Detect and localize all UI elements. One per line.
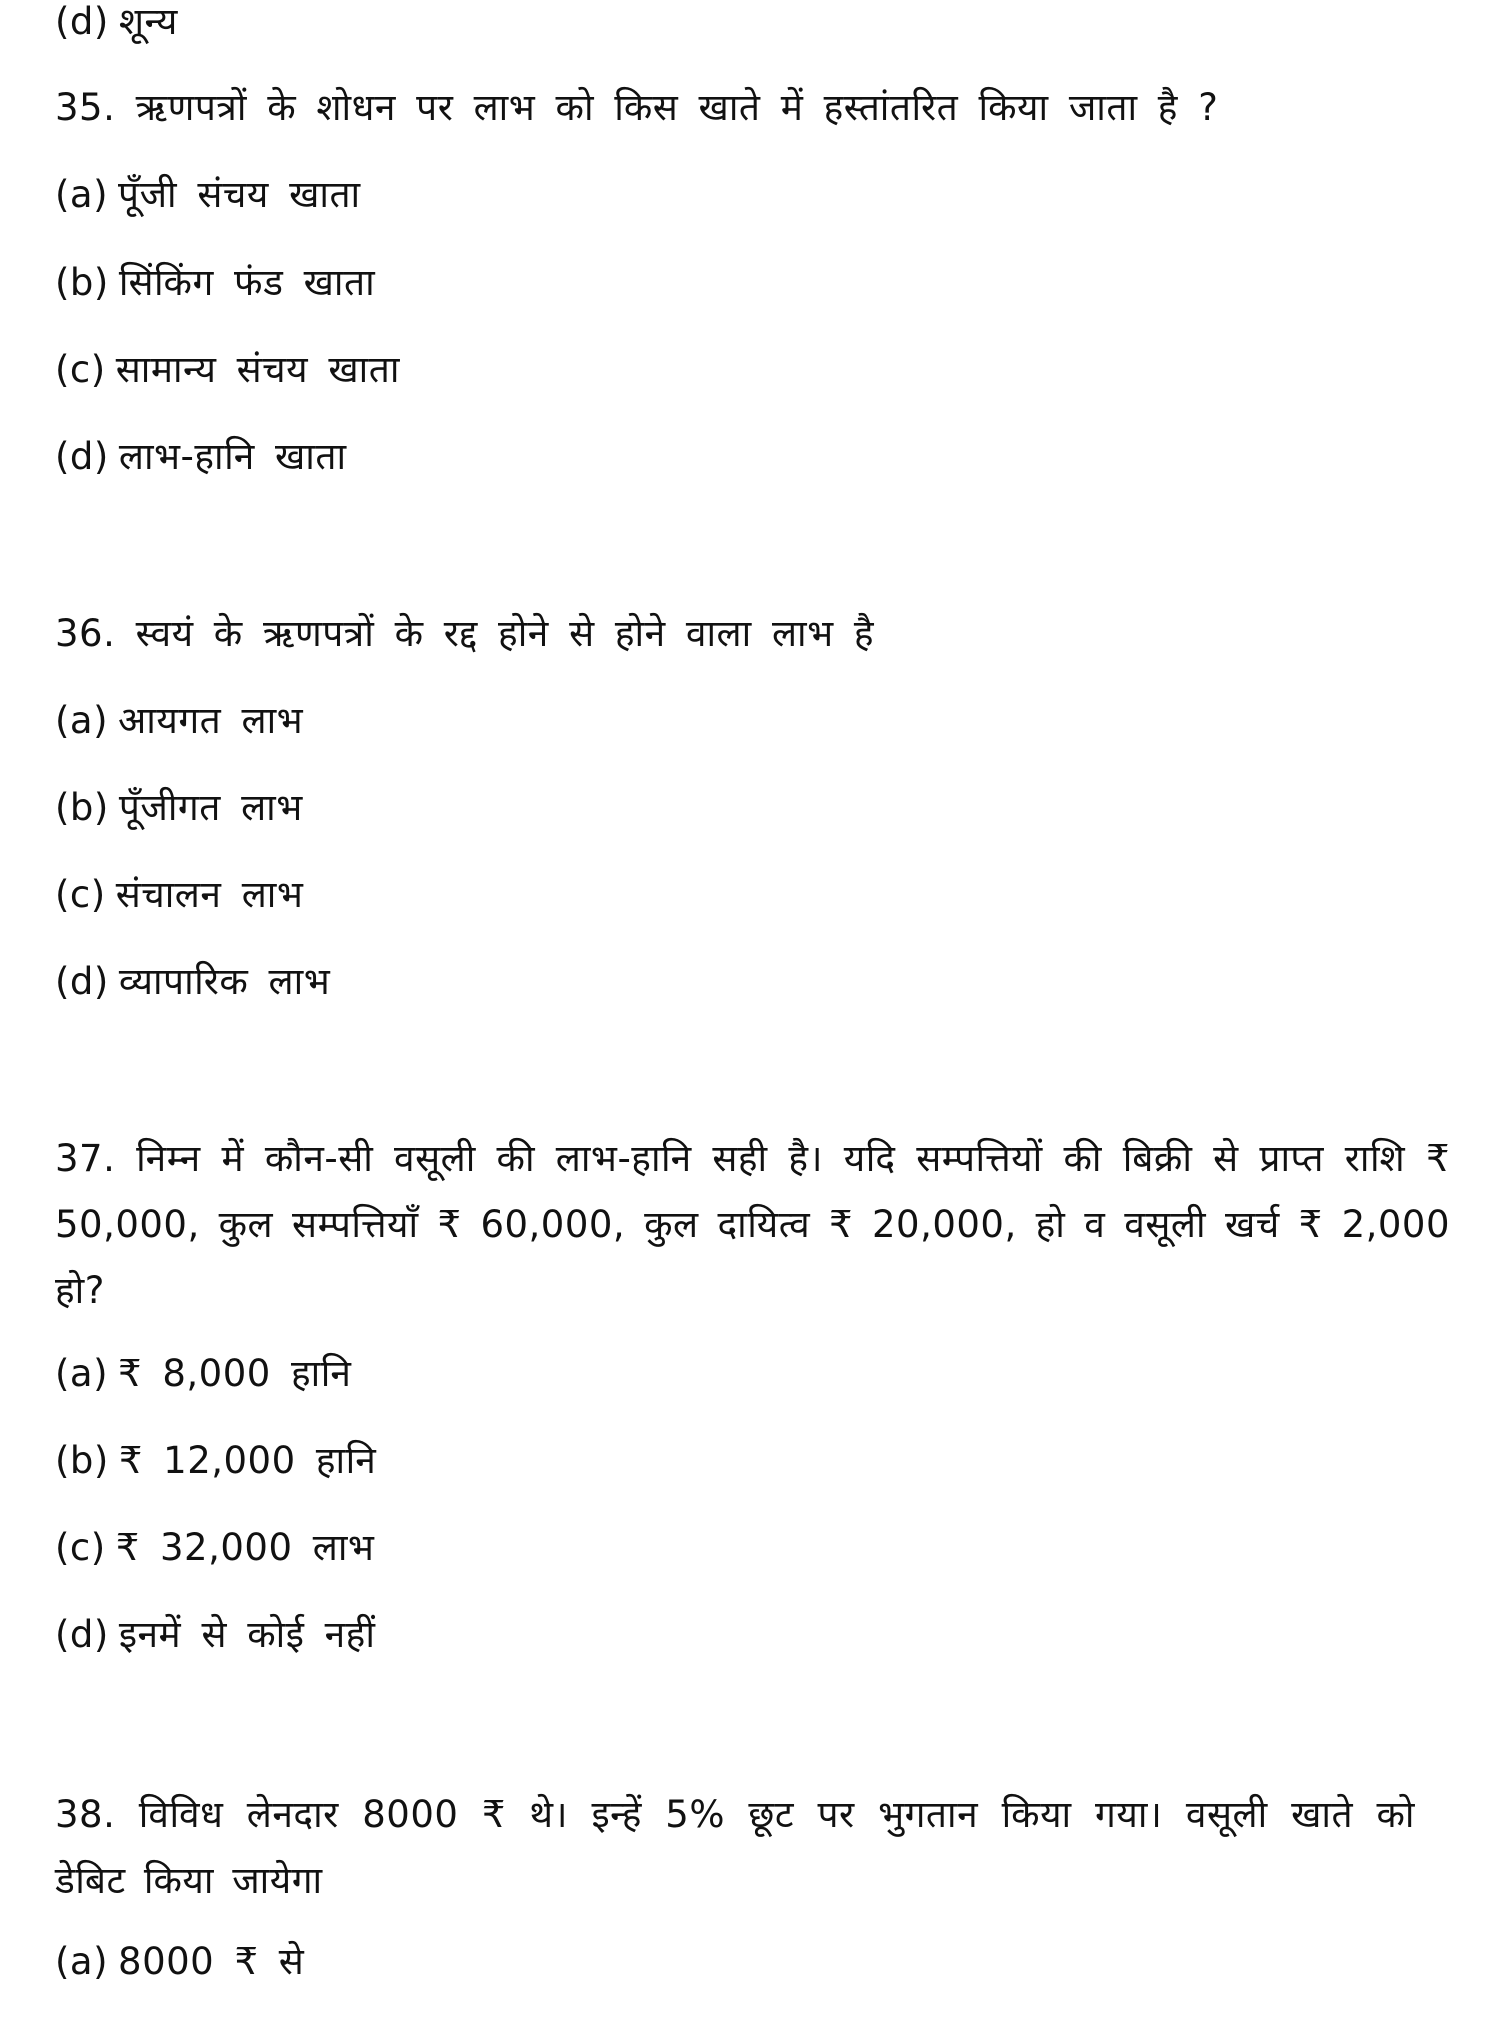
option-label: (a) [55, 173, 109, 216]
option-label: (d) [55, 0, 109, 43]
question-text: ऋणपत्रों के शोधन पर लाभ को किस खाते में हस्तांतरित किया जाता है ? [135, 86, 1219, 129]
option-label: (d) [55, 435, 109, 478]
option-text: व्यापारिक लाभ [118, 960, 331, 1003]
option-text: संचालन लाभ [115, 873, 304, 916]
option-text: 8000 ₹ से [118, 1940, 305, 1983]
q36-option-a [55, 699, 303, 743]
option-text: लाभ-हानि खाता [118, 435, 347, 478]
question-37 [55, 1126, 1450, 1324]
option-label: (c) [55, 1526, 106, 1569]
option-text: ₹ 12,000 हानि [118, 1439, 377, 1482]
question-text: निम्न में कौन-सी वसूली की लाभ-हानि सही है। यदि सम्पत्तियों की बिक्री से प्राप्त राशि ₹ 50,000, कुल सम्पत्तियाँ ₹ 60,000, कुल दायित्व ₹ 20,000, हो व वसूली खर्च ₹ 2,000 हो? [55, 1137, 1451, 1312]
question-36 [55, 612, 874, 656]
option-label: (d) [55, 1613, 109, 1656]
option-label: (b) [55, 1439, 109, 1482]
option-label: (d) [55, 960, 109, 1003]
option-label: (a) [55, 1352, 109, 1395]
q36-option-b [55, 786, 303, 830]
option-label: (a) [55, 1940, 109, 1983]
option-label: (c) [55, 873, 106, 916]
q35-option-d [55, 435, 347, 479]
q37-option-b [55, 1439, 376, 1483]
option-text: आयगत लाभ [118, 699, 304, 742]
option-text: पूँजीगत लाभ [118, 786, 303, 829]
question-number: 37. [55, 1137, 116, 1180]
option-label: (b) [55, 786, 109, 829]
option-text: पूँजी संचय खाता [118, 173, 361, 216]
option-text: इनमें से कोई नहीं [118, 1613, 376, 1656]
option-label: (b) [55, 261, 109, 304]
question-number: 38. [55, 1793, 116, 1836]
option-text: सामान्य संचय खाता [115, 348, 400, 391]
option-label: (c) [55, 348, 106, 391]
q37-option-c [55, 1526, 374, 1570]
q37-option-a [55, 1352, 351, 1396]
option-text: ₹ 8,000 हानि [118, 1352, 352, 1395]
q35-option-a [55, 173, 361, 217]
question-text: स्वयं के ऋणपत्रों के रद्द होने से होने वाला लाभ है [135, 612, 875, 655]
q35-option-c [55, 348, 400, 392]
q36-option-c [55, 873, 303, 917]
option-label: (a) [55, 699, 109, 742]
question-number: 35. [55, 86, 116, 129]
q37-option-d [55, 1613, 375, 1657]
question-number: 36. [55, 612, 116, 655]
option-text: ₹ 32,000 लाभ [115, 1526, 375, 1569]
option-d-previous-question [55, 0, 178, 44]
q38-option-a [55, 1940, 304, 1984]
question-35 [55, 86, 1218, 130]
option-text: सिंकिंग फंड खाता [118, 261, 376, 304]
question-38 [55, 1782, 1415, 1914]
q36-option-d [55, 960, 330, 1004]
option-text: शून्य [118, 0, 178, 43]
question-text: विविध लेनदार 8000 ₹ थे। इन्हें 5% छूट पर भुगतान किया गया। वसूली खाते को डेबिट किया जायेगा [55, 1793, 1415, 1902]
q35-option-b [55, 261, 375, 305]
